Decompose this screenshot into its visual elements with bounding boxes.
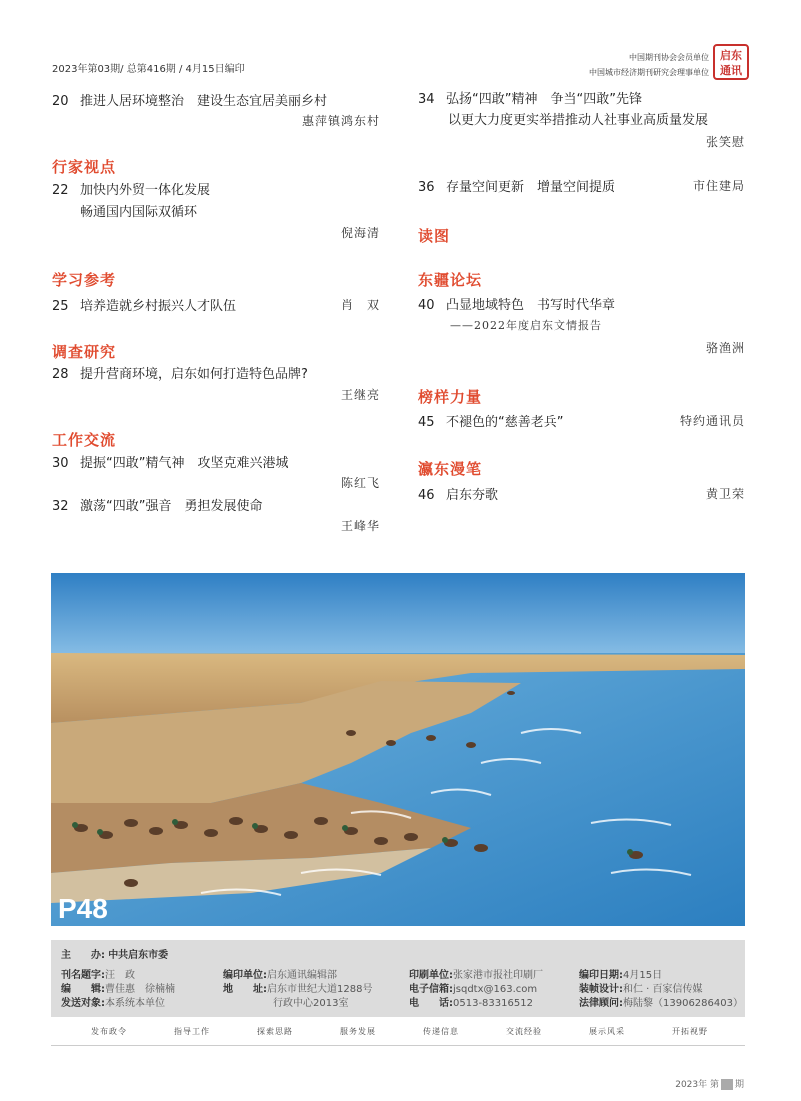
toc-author: 王峰华 xyxy=(340,519,380,533)
footer-suffix: 期 xyxy=(734,1080,744,1090)
email-key: 电子信箱: xyxy=(409,984,453,995)
section-heading: 榜样力量 xyxy=(418,388,483,406)
section-heading: 读图 xyxy=(418,227,451,245)
toc-item-30[interactable] xyxy=(52,452,288,471)
toc-author: 王继亮 xyxy=(340,388,380,402)
toc-item-32[interactable] xyxy=(52,495,262,514)
page-number: 45 xyxy=(418,415,435,430)
tel-row xyxy=(409,994,533,1009)
date-value: 4月15日 xyxy=(623,970,663,981)
tel-key: 电 话: xyxy=(409,998,453,1009)
page-number: 34 xyxy=(418,92,435,107)
member-line-1: 中国期刊协会会员单位 xyxy=(629,53,709,62)
page-number: 46 xyxy=(418,488,435,503)
page-number-box xyxy=(721,1079,733,1090)
toc-author: 陈红飞 xyxy=(340,476,380,490)
nav-item[interactable]: 发布政令 xyxy=(91,1027,127,1036)
tel-value: 0513-83316512 xyxy=(453,998,533,1009)
toc-author: 市住建局 xyxy=(692,179,745,193)
toc-author: 肖 双 xyxy=(340,298,380,312)
section-heading: 行家视点 xyxy=(52,158,117,176)
toc-title: 加快内外贸一体化发展 xyxy=(80,183,211,198)
host-row xyxy=(61,946,168,961)
nav-item[interactable]: 开拓视野 xyxy=(672,1027,708,1036)
masthead-info-box xyxy=(51,940,745,1017)
page-number: 36 xyxy=(418,180,435,195)
toc-subtitle: ——2022年度启东文情报告 xyxy=(450,319,602,332)
toc-item-40[interactable] xyxy=(418,294,615,313)
toc-title: 激荡“四敢”强音 勇担发展使命 xyxy=(80,499,263,514)
section-heading: 工作交流 xyxy=(52,431,117,449)
page-number: 40 xyxy=(418,298,435,313)
section-heading: 瀛东漫笔 xyxy=(418,460,483,478)
page-footer xyxy=(675,1077,744,1090)
host-value: 中共启东市委 xyxy=(108,950,169,961)
mission-nav xyxy=(51,1017,745,1046)
nav-item[interactable]: 探索思路 xyxy=(257,1027,293,1036)
toc-item-45[interactable] xyxy=(418,411,563,430)
design-row xyxy=(579,980,703,995)
send-value: 本系统本单位 xyxy=(105,998,165,1009)
toc-author: 骆渔洲 xyxy=(705,341,745,355)
toc-author: 惠萍镇鸿东村 xyxy=(301,114,380,128)
member-line-2: 中国城市经济期刊研究会理事单位 xyxy=(589,68,709,77)
editor-row xyxy=(61,980,175,995)
toc-item-22[interactable] xyxy=(52,179,210,198)
toc-title: 培养造就乡村振兴人才队伍 xyxy=(80,299,237,314)
toc-item-36[interactable] xyxy=(418,176,615,195)
title-value: 汪 政 xyxy=(105,970,135,981)
unit-key: 编印单位: xyxy=(223,970,267,981)
address-value: 启东市世纪大道1288号 xyxy=(267,984,373,995)
editor-value: 曹佳惠 徐楠楠 xyxy=(105,984,175,995)
nav-item[interactable]: 传递信息 xyxy=(423,1027,459,1036)
page-number: 28 xyxy=(52,367,69,382)
send-key: 发送对象: xyxy=(61,998,105,1009)
address-key: 地 址: xyxy=(223,984,267,995)
toc-title: 凸显地域特色 书写时代华章 xyxy=(446,298,616,313)
page-number: 20 xyxy=(52,94,69,109)
unit-value: 启东通讯编辑部 xyxy=(267,970,337,981)
page-number: 22 xyxy=(52,183,69,198)
page-number: 25 xyxy=(52,299,69,314)
toc-author: 倪海清 xyxy=(340,226,380,240)
logo-text: 启东通讯 xyxy=(720,49,742,77)
footer-year: 2023年 第 xyxy=(675,1080,719,1090)
print-row xyxy=(409,966,543,981)
toc-title: 弘扬“四敢”精神 争当“四敢”先锋 xyxy=(446,92,642,107)
toc-title: 提升营商环境，启东如何打造特色品牌? xyxy=(80,367,308,382)
section-heading: 调查研究 xyxy=(52,343,117,361)
page-number: 30 xyxy=(52,456,69,471)
toc-author: 特约通讯员 xyxy=(679,414,745,428)
magazine-logo xyxy=(713,44,749,80)
unit-row xyxy=(223,966,337,981)
section-heading: 东疆论坛 xyxy=(418,271,483,289)
toc-item-20[interactable] xyxy=(52,90,327,109)
date-row xyxy=(579,966,662,981)
design-key: 装帧设计: xyxy=(579,984,623,995)
coastline-ducks-illustration xyxy=(51,573,745,926)
nav-item[interactable]: 展示风采 xyxy=(589,1027,625,1036)
law-value: 梅陆黎（13906286403） xyxy=(623,998,743,1009)
title-key: 刊名题字: xyxy=(61,970,105,981)
toc-title: 提振“四敢”精气神 攻坚克难兴港城 xyxy=(80,456,289,471)
toc-title: 不褪色的“慈善老兵” xyxy=(446,415,564,430)
design-value: 和仁 · 百家信传媒 xyxy=(623,984,703,995)
print-key: 印刷单位: xyxy=(409,970,453,981)
toc-item-46[interactable] xyxy=(418,484,498,503)
print-value: 张家港市报社印刷厂 xyxy=(453,970,543,981)
editor-key: 编 辑: xyxy=(61,984,105,995)
toc-author: 黄卫荣 xyxy=(705,487,745,501)
toc-title: 存量空间更新 增量空间提质 xyxy=(446,180,616,195)
law-key: 法律顾问: xyxy=(579,998,623,1009)
issue-info: 2023年第03期/ 总第416期 / 4月15日编印 xyxy=(52,64,245,75)
membership-info xyxy=(589,50,709,80)
email-row xyxy=(409,980,537,995)
toc-title: 推进人居环境整治 建设生态宜居美丽乡村 xyxy=(80,94,328,109)
toc-title-line-2: 以更大力度更实举措推动人社事业高质量发展 xyxy=(448,113,709,128)
email-value[interactable]: jsqdtx@163.com xyxy=(453,984,538,995)
law-row xyxy=(579,994,743,1009)
nav-item[interactable]: 交流经验 xyxy=(506,1027,542,1036)
section-heading: 学习参考 xyxy=(52,271,117,289)
nav-item[interactable]: 指导工作 xyxy=(174,1027,210,1036)
address-row xyxy=(223,980,372,995)
date-key: 编印日期: xyxy=(579,970,623,981)
address-value-2: 行政中心2013室 xyxy=(273,998,349,1009)
host-key: 主 办: xyxy=(61,950,105,961)
title-row xyxy=(61,966,135,981)
cover-photo[interactable] xyxy=(51,573,745,926)
toc-item-28[interactable] xyxy=(52,363,308,382)
address-line-2 xyxy=(273,994,348,1009)
page-label: P48 xyxy=(58,893,108,924)
nav-item[interactable]: 服务发展 xyxy=(340,1027,376,1036)
toc-item-34[interactable] xyxy=(418,88,642,107)
toc-title: 启东夯歌 xyxy=(446,488,499,503)
toc-title-line-2: 畅通国内国际双循环 xyxy=(80,205,198,220)
page-number: 32 xyxy=(52,499,69,514)
send-row xyxy=(61,994,165,1009)
toc-author: 张笑慰 xyxy=(705,135,745,149)
toc-item-25[interactable] xyxy=(52,295,236,314)
